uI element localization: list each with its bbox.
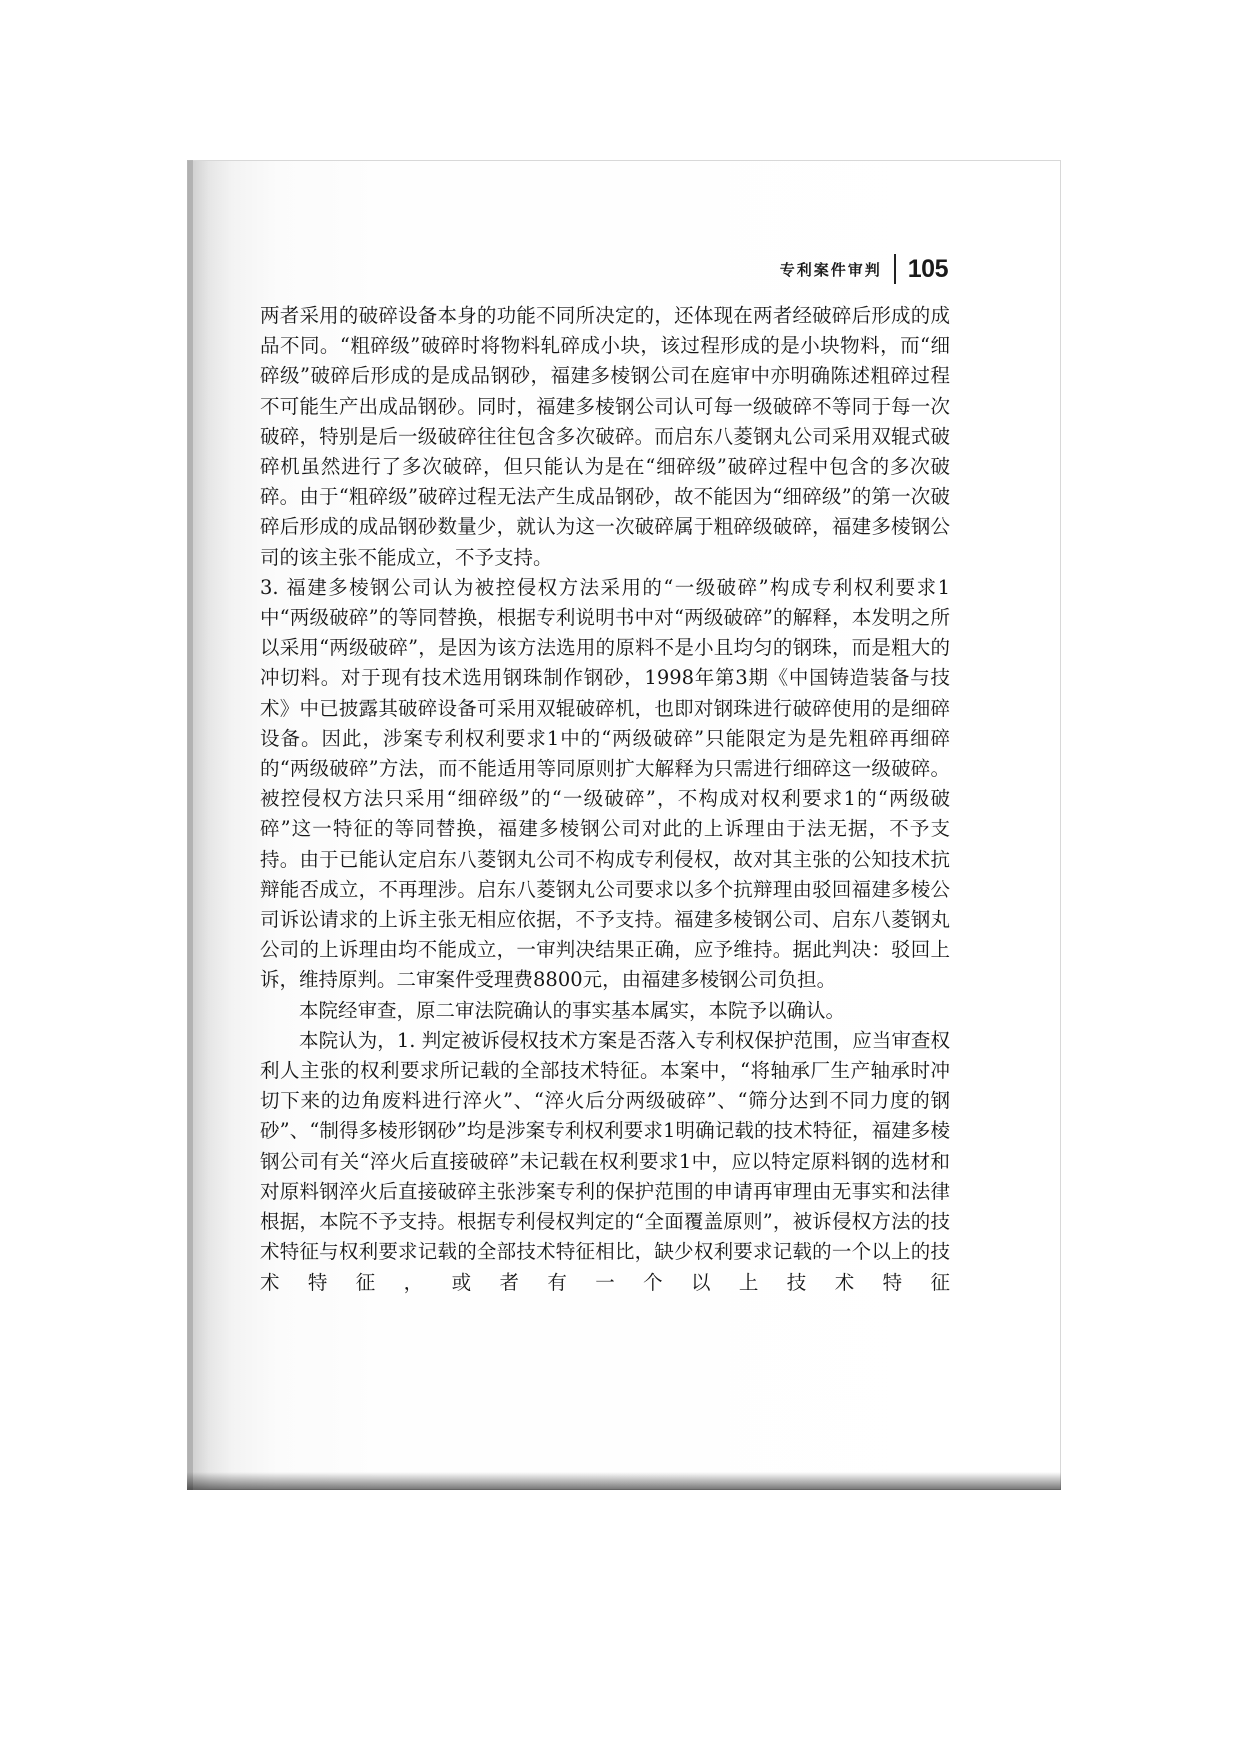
body-text (260, 301, 950, 1298)
running-title: 专利案件审判 (779, 260, 882, 279)
paragraph-review: 本院经审查，原二审法院确认的事实基本属实，本院予以确认。 (299, 998, 846, 1022)
page-number: 105 (907, 254, 948, 283)
running-header (780, 254, 948, 284)
paragraph-continuation: 两者采用的破碎设备本身的功能不同所决定的，还体现在两者经破碎后形成的成品不同。“粗碎级”破碎时将物料轧碎成小块，该过程形成的是小块物料，而“细碎级”破碎后形成的是成品钢砂，福建多棱钢公司在庭审中亦明确陈述粗碎过程不可能生产出成品钢砂。同时，福建多棱钢公司认可每一级破碎不等同于每一次破碎，特别是后一级破碎往往包含多次破碎。而启东八菱钢丸公司采用双辊式破碎机虽然进行了多次破碎，但只能认为是在“细碎级”破碎过程中包含的多次破碎。由于“粗碎级”破碎过程无法产生成品钢砂，故不能因为“细碎级”的第一次破碎后形成的成品钢砂数量少，就认为这一次破碎属于粗碎级破碎，福建多棱钢公司的该主张不能成立，不予支持。 (260, 304, 950, 569)
paragraph-point-3: 3. 福建多棱钢公司认为被控侵权方法采用的“一级破碎”构成专利权利要求1中“两级破碎”的等同替换，根据专利说明书中对“两级破碎”的解释，本发明之所以采用“两级破碎”，是因为该方法选用的原料不是小且均匀的钢珠，而是粗大的冲切料。对于现有技术选用钢珠制作钢砂，1998年第3期《中国铸造装备与技术》中已披露其破碎设备可采用双辊破碎机，也即对钢珠进行破碎使用的是细碎设备。因此，涉案专利权利要求1中的“两级破碎”只能限定为是先粗碎再细碎的“两级破碎”方法，而不能适用等同原则扩大解释为只需进行细碎这一级破碎。被控侵权方法只采用“细碎级”的“一级破碎”，不构成对权利要求1的“两级破碎”这一特征的等同替换，福建多棱钢公司对此的上诉理由于法无据，不予支持。由于已能认定启东八菱钢丸公司不构成专利侵权，故对其主张的公知技术抗辩能否成立，不再理涉。启东八菱钢丸公司要求以多个抗辩理由驳回福建多棱公司诉讼请求的上诉主张无相应依据，不予支持。福建多棱钢公司、启东八菱钢丸公司的上诉理由均不能成立，一审判决结果正确，应予维持。据此判决：驳回上诉，维持原判。二审案件受理费8800元，由福建多棱钢公司负担。 (260, 575, 950, 992)
scan-bottom-shadow (187, 1472, 1061, 1490)
scanned-page (187, 160, 1061, 1490)
paragraph-court-opinion: 本院认为，1. 判定被诉侵权技术方案是否落入专利权保护范围，应当审查权利人主张的权利要求所记载的全部技术特征。本案中，“将轴承厂生产轴承时冲切下来的边角废料进行淬火”、“淬火后分两级破碎”、“筛分达到不同力度的钢砂”、“制得多棱形钢砂”均是涉案专利权利要求1明确记载的技术特征，福建多棱钢公司有关“淬火后直接破碎”未记载在权利要求1中，应以特定原料钢的选材和对原料钢淬火后直接破碎主张涉案专利的保护范围的申请再审理由无事实和法律根据，本院不予支持。根据专利侵权判定的“全面覆盖原则”，被诉侵权方法的技术特征与权利要求记载的全部技术特征相比，缺少权利要求记载的一个以上的技术特征，或者有一个以上技术特征 (260, 1028, 950, 1294)
header-divider (894, 254, 896, 284)
